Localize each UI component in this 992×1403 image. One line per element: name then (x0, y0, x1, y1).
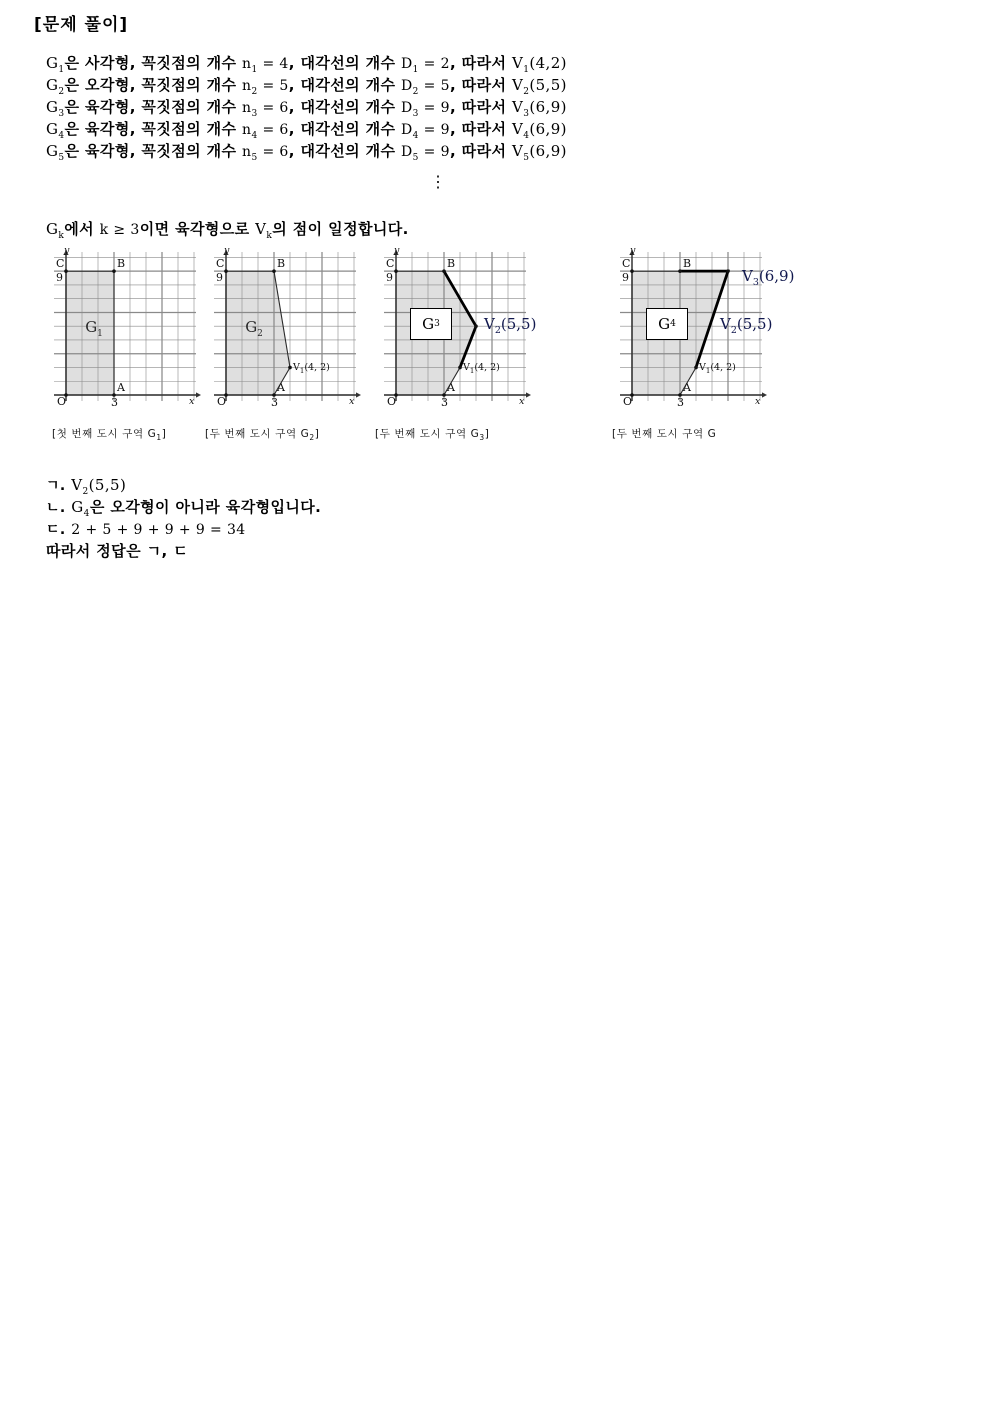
figure-g1 (52, 245, 202, 443)
x-axis-label: x (755, 396, 761, 407)
statement-condition: k ≥ 3 (99, 222, 140, 238)
point-label-A: A (277, 381, 285, 394)
statement-g-symbol: $G_k$ (46, 220, 65, 241)
origin-label: O (57, 395, 67, 408)
x-axis-arrow (762, 392, 767, 397)
origin-label: O (217, 395, 227, 408)
conclusion-marker: ㄷ. (46, 522, 66, 538)
v-label-1: $V_1(4$, 2) (699, 362, 736, 376)
vertex-dot (442, 269, 446, 273)
v-label-3: $V_3(6,9)$ (742, 267, 795, 289)
vertex-dot (64, 269, 68, 273)
figure-caption-g2: [두 번째 도시 구역 $G_2$] (205, 428, 320, 443)
y-tick-label-9: 9 (386, 271, 393, 285)
x-tick-label-3: 3 (271, 396, 278, 409)
vertex-dot (726, 269, 730, 273)
solution-line (46, 140, 567, 162)
figure-g4 (612, 245, 795, 440)
line-g-symbol: $G_5$ (46, 142, 65, 163)
line-g-symbol: $G_2$ (46, 76, 65, 97)
vertex-dot (288, 366, 292, 370)
conclusion-row (46, 518, 321, 540)
v-label-1: $V_1(4$, 2) (293, 362, 330, 376)
line-tail-text: , 따라서 (449, 120, 507, 138)
plot-area-g3 (382, 245, 537, 413)
conclusion-block (46, 474, 321, 562)
region-label-box: G 4 (646, 308, 688, 340)
line-g-symbol: $G_1$ (46, 54, 65, 75)
solution-line (46, 74, 567, 96)
conclusion-v-value: $V_2(5,5)$ (71, 476, 127, 497)
region-label: $G_2$ (245, 318, 263, 340)
y-tick-label-9: 9 (216, 271, 223, 285)
grid-svg-g1 (52, 245, 202, 413)
line-shape-text: 은 육각형, 꼭짓점의 개수 (64, 120, 237, 138)
vertex-dot (474, 324, 478, 328)
line-tail-text: , 따라서 (449, 76, 507, 94)
v-label-2: $V_2(5,5)$ (484, 315, 537, 337)
line-diagonal-count: $D_1 = 2$ (401, 56, 450, 75)
vertex-dot (694, 366, 698, 370)
figure-caption-g3: [두 번째 도시 구역 $G_3$] (375, 428, 490, 443)
point-label-A: A (683, 381, 691, 394)
point-label-C: C (216, 257, 225, 271)
x-axis-arrow (526, 392, 531, 397)
point-label-C: C (386, 257, 395, 271)
vertex-dot (224, 269, 228, 273)
vertex-dot (678, 269, 682, 273)
point-label-A: A (117, 381, 125, 394)
line-tail-text: , 따라서 (449, 98, 507, 116)
conclusion-marker: ㄴ. (46, 500, 66, 516)
x-axis-arrow (196, 392, 201, 397)
figure-g2 (205, 245, 362, 443)
conclusion-text: 은 오각형이 아니라 육각형입니다. (89, 498, 322, 516)
plot-area-g1 (52, 245, 202, 413)
line-v-value: $V_4(6,9)$ (511, 120, 567, 141)
y-axis-label: y (224, 245, 230, 256)
point-label-C: C (56, 257, 65, 271)
x-tick-label-3: 3 (111, 396, 118, 409)
solution-line (46, 52, 567, 74)
v-label-2: $V_2(5,5)$ (720, 315, 773, 337)
solution-line (46, 96, 567, 118)
conclusion-marker: ㄱ. (46, 478, 66, 494)
x-axis-arrow (356, 392, 361, 397)
point-label-B: B (277, 257, 286, 271)
line-vertex-count: $n_5 = 6$ (242, 144, 289, 163)
conclusion-g-symbol: $G_4$ (71, 498, 90, 519)
line-shape-text: 은 육각형, 꼭짓점의 개수 (64, 98, 237, 116)
y-tick-label-9: 9 (622, 271, 629, 285)
grid-svg-g2 (212, 245, 362, 413)
conclusion-equation: 2 + 5 + 9 + 9 + 9 = 34 (71, 522, 246, 538)
final-answer: 따라서 정답은 ㄱ, ㄷ (46, 542, 189, 560)
line-tail-text: , 따라서 (449, 54, 507, 72)
y-tick-label-9: 9 (56, 271, 63, 285)
figure-caption-g1: [첫 번째 도시 구역 $G_1$] (52, 428, 167, 443)
figure-caption-g4: [두 번째 도시 구역 G (612, 428, 717, 440)
origin-label: O (387, 395, 397, 408)
line-v-value: $V_5(6,9)$ (511, 142, 567, 163)
point-label-B: B (117, 257, 126, 271)
line-v-value: $V_1(4,2)$ (511, 54, 567, 75)
figure-g3 (375, 245, 537, 443)
statement-v-symbol: $V_k$ (255, 220, 273, 241)
line-mid-text: , 대각선의 개수 (288, 120, 396, 138)
line-mid-text: , 대각선의 개수 (288, 54, 396, 72)
vertex-dot (630, 269, 634, 273)
y-axis-label: y (64, 245, 70, 256)
vertical-ellipsis: ⋮ (430, 172, 448, 191)
x-axis-label: x (519, 396, 525, 407)
v-label-1: $V_1(4$, 2) (463, 362, 500, 376)
line-vertex-count: $n_2 = 5$ (242, 78, 289, 97)
plot-area-g4 (618, 245, 795, 413)
origin-label: O (623, 395, 633, 408)
plot-area-g2 (212, 245, 362, 413)
x-tick-label-3: 3 (677, 396, 684, 409)
line-diagonal-count: $D_2 = 5$ (401, 78, 450, 97)
point-label-A: A (447, 381, 455, 394)
line-diagonal-count: $D_3 = 9$ (401, 100, 450, 119)
statement-text-c: 의 점이 일정합니다. (272, 220, 409, 238)
y-axis-label: y (394, 245, 400, 256)
page-title: [문제 풀이] (34, 15, 129, 35)
conclusion-row (46, 496, 321, 518)
conclusion-row (46, 474, 321, 496)
region-label: $G_1$ (85, 318, 103, 340)
line-diagonal-count: $D_5 = 9$ (401, 144, 450, 163)
line-mid-text: , 대각선의 개수 (288, 98, 396, 116)
line-g-symbol: $G_3$ (46, 98, 65, 119)
point-label-C: C (622, 257, 631, 271)
vertex-dot (394, 269, 398, 273)
line-vertex-count: $n_4 = 6$ (242, 122, 289, 141)
line-diagonal-count: $D_4 = 9$ (401, 122, 450, 141)
solution-line (46, 118, 567, 140)
line-v-value: $V_2(5,5)$ (511, 76, 567, 97)
general-statement (46, 218, 409, 241)
line-v-value: $V_3(6,9)$ (511, 98, 567, 119)
x-tick-label-3: 3 (441, 396, 448, 409)
x-axis-label: x (349, 396, 355, 407)
x-axis-label: x (189, 396, 195, 407)
solution-line-list (46, 52, 567, 162)
vertex-dot (458, 366, 462, 370)
statement-text-a: 에서 (64, 220, 95, 238)
region-label-box: G 3 (410, 308, 452, 340)
line-shape-text: 은 육각형, 꼭짓점의 개수 (64, 142, 237, 160)
vertex-dot (112, 269, 116, 273)
statement-text-b: 이면 육각형으로 (139, 220, 250, 238)
y-axis-label: y (630, 245, 636, 256)
point-label-B: B (447, 257, 456, 271)
point-label-B: B (683, 257, 692, 271)
line-vertex-count: $n_3 = 6$ (242, 100, 289, 119)
figure-row (0, 245, 992, 448)
line-mid-text: , 대각선의 개수 (288, 142, 396, 160)
line-shape-text: 은 오각형, 꼭짓점의 개수 (64, 76, 237, 94)
line-tail-text: , 따라서 (449, 142, 507, 160)
line-g-symbol: $G_4$ (46, 120, 65, 141)
line-vertex-count: $n_1 = 4$ (242, 56, 289, 75)
line-shape-text: 은 사각형, 꼭짓점의 개수 (64, 54, 237, 72)
line-mid-text: , 대각선의 개수 (288, 76, 396, 94)
vertex-dot (272, 269, 276, 273)
